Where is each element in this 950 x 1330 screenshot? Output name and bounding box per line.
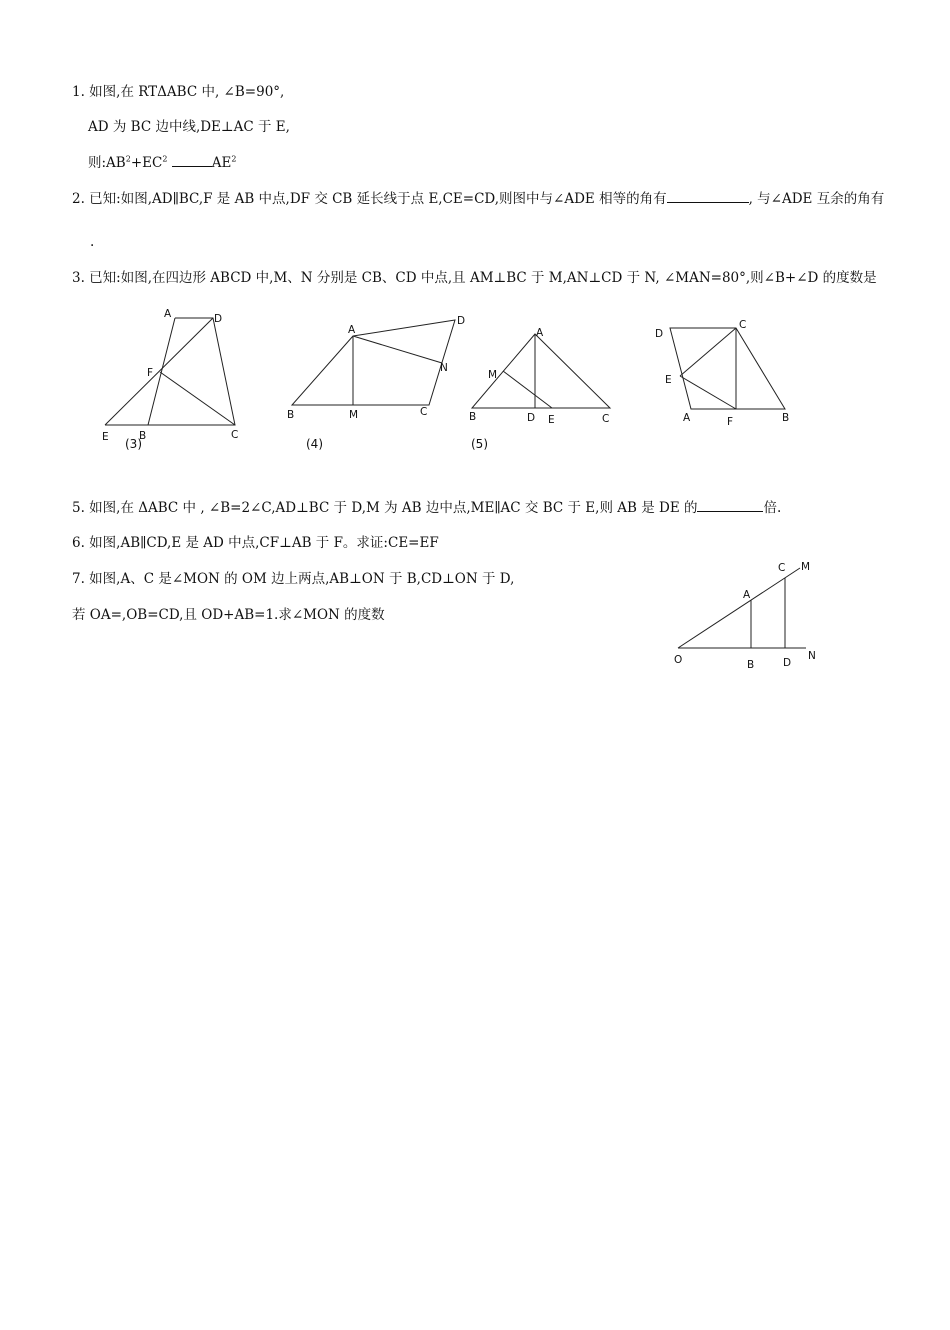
fig6-label-f: F [727, 416, 734, 428]
fig6-label-d: D [655, 328, 664, 340]
q1-line1: 1. 如图,在 RTΔABC 中, ∠B=90°, [72, 84, 285, 100]
q2-text-after: , 与∠ADE 互余的角有 [748, 191, 885, 207]
fig5-label-e: E [548, 414, 555, 426]
fig5-label-m: M [488, 369, 498, 381]
fig3-line-ed [105, 318, 213, 425]
fig5-label-c: C [602, 413, 610, 425]
q1-line3-prefix: 则:AB [88, 155, 126, 171]
fig7-label-b: B [747, 659, 755, 671]
figure-4-caption: (4) [306, 437, 323, 451]
figure-6 [655, 319, 789, 428]
q1-superscript-1: 2 [125, 154, 131, 164]
fig3-label-c: C [231, 429, 239, 441]
fig3-line-fc [160, 372, 235, 425]
q6-line: 6. 如图,AB∥CD,E 是 AD 中点,CF⊥AB 于 F。求证:CE=EF [72, 535, 439, 551]
fig3-label-b: B [139, 430, 147, 442]
figure-7 [674, 561, 816, 671]
q5-text-after: 倍. [763, 500, 782, 516]
fig7-label-o: O [674, 654, 683, 666]
fig4-label-c: C [420, 406, 428, 418]
q1-superscript-2: 2 [162, 154, 168, 164]
fig5-label-b: B [469, 411, 477, 423]
q5-line [72, 498, 781, 517]
figure-5 [469, 327, 610, 426]
fig5-label-d: D [527, 412, 536, 424]
fig7-ray-om [678, 568, 800, 648]
q1-superscript-3: 2 [231, 154, 237, 164]
fig6-label-a: A [683, 412, 691, 424]
fig7-label-c: C [778, 562, 786, 574]
fig7-label-d: D [783, 657, 792, 669]
q1-line3-after: AE [211, 155, 232, 171]
fig4-label-b: B [287, 409, 295, 421]
fig4-label-d: D [457, 315, 466, 327]
fig3-label-a: A [164, 308, 172, 320]
fig5-line-me [503, 371, 552, 408]
q1-line3-mid: +EC [130, 155, 163, 171]
fig7-label-a: A [743, 589, 751, 601]
fig6-trapezoid [670, 328, 785, 409]
fig4-line-an [353, 336, 442, 363]
fig3-label-d: D [214, 313, 223, 325]
fig4-quadrilateral [292, 320, 455, 405]
fig6-label-e: E [665, 374, 672, 386]
fig6-label-c: C [739, 319, 747, 331]
fig3-trapezoid [148, 318, 235, 425]
fig4-label-n: N [440, 362, 448, 374]
fig3-label-f: F [147, 367, 154, 379]
fig7-label-m: M [801, 561, 811, 573]
figure-4 [287, 315, 465, 421]
figure-5-caption: (5) [471, 437, 488, 451]
q5-answer-blank [697, 498, 763, 512]
fig6-label-b: B [782, 412, 790, 424]
fig4-label-a: A [348, 324, 356, 336]
q2-text: 2. 已知:如图,AD∥BC,F 是 AB 中点,DF 交 CB 延长线于点 E,CE=CD,则图中与∠ADE 相等的角有 [72, 191, 667, 207]
fig7-label-n: N [808, 650, 816, 662]
q3-line: 3. 已知:如图,在四边形 ABCD 中,M、N 分别是 CB、CD 中点,且 AM⊥BC 于 M,AN⊥CD 于 N, ∠MAN=80°,则∠B+∠D 的度数是 [72, 270, 877, 286]
q7-line1: 7. 如图,A、C 是∠MON 的 OM 边上两点,AB⊥ON 于 B,CD⊥ON 于 D, [72, 571, 515, 587]
fig3-label-e: E [102, 431, 109, 443]
figure-3-caption: (3) [125, 437, 142, 451]
fig5-label-a: A [536, 327, 544, 339]
q2-trailing: . [90, 234, 95, 250]
q1-line2: AD 为 BC 边中线,DE⊥AC 于 E, [88, 119, 290, 135]
fig6-line-ec [680, 328, 736, 376]
q7-line2: 若 OA=,OB=CD,且 OD+AB=1.求∠MON 的度数 [72, 607, 385, 623]
figure-3 [102, 308, 238, 443]
fig4-label-m: M [349, 409, 359, 421]
q5-text: 5. 如图,在 ΔABC 中 , ∠B=2∠C,AD⊥BC 于 D,M 为 AB 边中点,ME∥AC 交 BC 于 E,则 AB 是 DE 的 [72, 500, 698, 516]
fig6-line-ef [680, 376, 736, 409]
